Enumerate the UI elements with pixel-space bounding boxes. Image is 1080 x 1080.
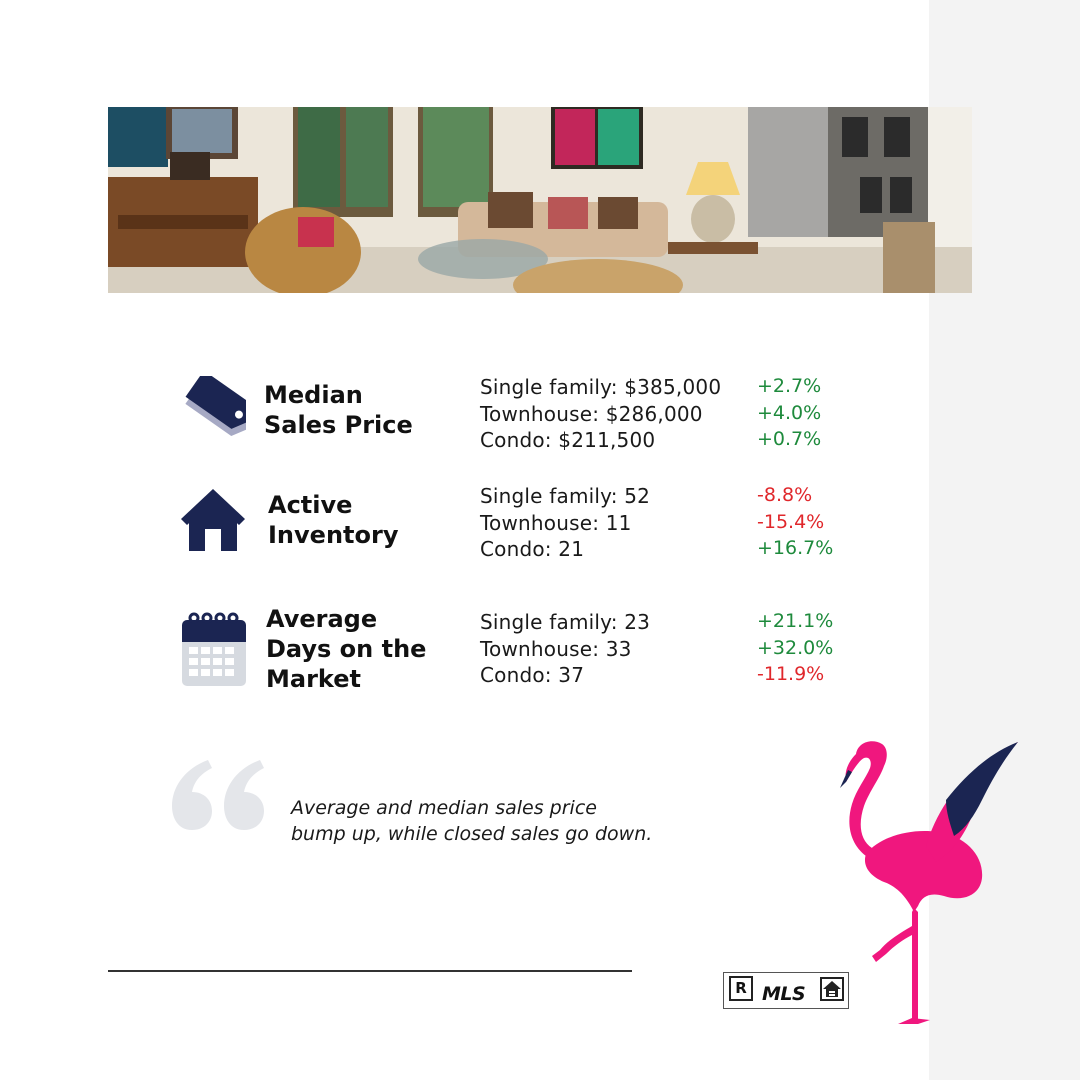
stat-changes <box>757 482 877 562</box>
quote-line: bump up, while closed sales go down. <box>291 823 653 845</box>
stat-value-single-family: Single family: 52 <box>480 484 651 508</box>
change-townhouse: +4.0% <box>757 401 822 424</box>
stat-title-line: Sales Price <box>264 411 413 439</box>
change-condo: -11.9% <box>757 663 825 685</box>
stat-changes <box>757 373 877 453</box>
house-icon <box>179 487 247 553</box>
stat-value-single-family: Single family: 23 <box>480 610 651 634</box>
stat-title <box>264 380 413 440</box>
stat-title-line: Inventory <box>268 521 399 549</box>
stat-value-townhouse: Townhouse: 11 <box>480 510 632 535</box>
stat-values <box>480 483 750 563</box>
stat-title-line: Market <box>266 665 361 693</box>
hero-living-room-photo <box>108 107 972 293</box>
stat-value-townhouse: Townhouse: 33 <box>480 636 632 661</box>
change-condo: +16.7% <box>757 537 834 559</box>
stat-title <box>268 490 398 550</box>
stat-value-condo: Condo: 37 <box>480 663 585 687</box>
stat-title-line: Median <box>264 381 363 409</box>
quote-line: Average and median sales price <box>291 797 597 819</box>
change-townhouse: -15.4% <box>757 510 825 533</box>
quote-text <box>291 795 751 847</box>
stat-value-condo: Condo: $211,500 <box>480 428 656 452</box>
stat-title <box>266 604 426 694</box>
stat-value-single-family: Single family: $385,000 <box>480 375 722 399</box>
realtor-logo-icon: R <box>729 976 753 1001</box>
change-single-family: +2.7% <box>757 375 822 397</box>
change-single-family: -8.8% <box>757 484 813 506</box>
calendar-icon <box>181 612 247 688</box>
stat-title-line: Active <box>268 491 353 519</box>
change-condo: +0.7% <box>757 428 822 450</box>
stat-changes <box>757 608 877 688</box>
stat-values <box>480 609 750 689</box>
footer-divider <box>108 970 632 972</box>
change-townhouse: +32.0% <box>757 636 834 659</box>
flamingo-logo-icon <box>826 736 1022 1026</box>
price-tag-icon <box>170 376 246 446</box>
mls-logo: MLS <box>762 983 806 1005</box>
stat-title-line: Average <box>266 605 378 633</box>
stat-value-townhouse: Townhouse: $286,000 <box>480 401 703 426</box>
stat-title-line: Days on the <box>266 635 427 663</box>
stat-values <box>480 374 750 454</box>
quote-mark-icon <box>172 760 266 832</box>
stat-value-condo: Condo: 21 <box>480 537 585 561</box>
change-single-family: +21.1% <box>757 610 834 632</box>
